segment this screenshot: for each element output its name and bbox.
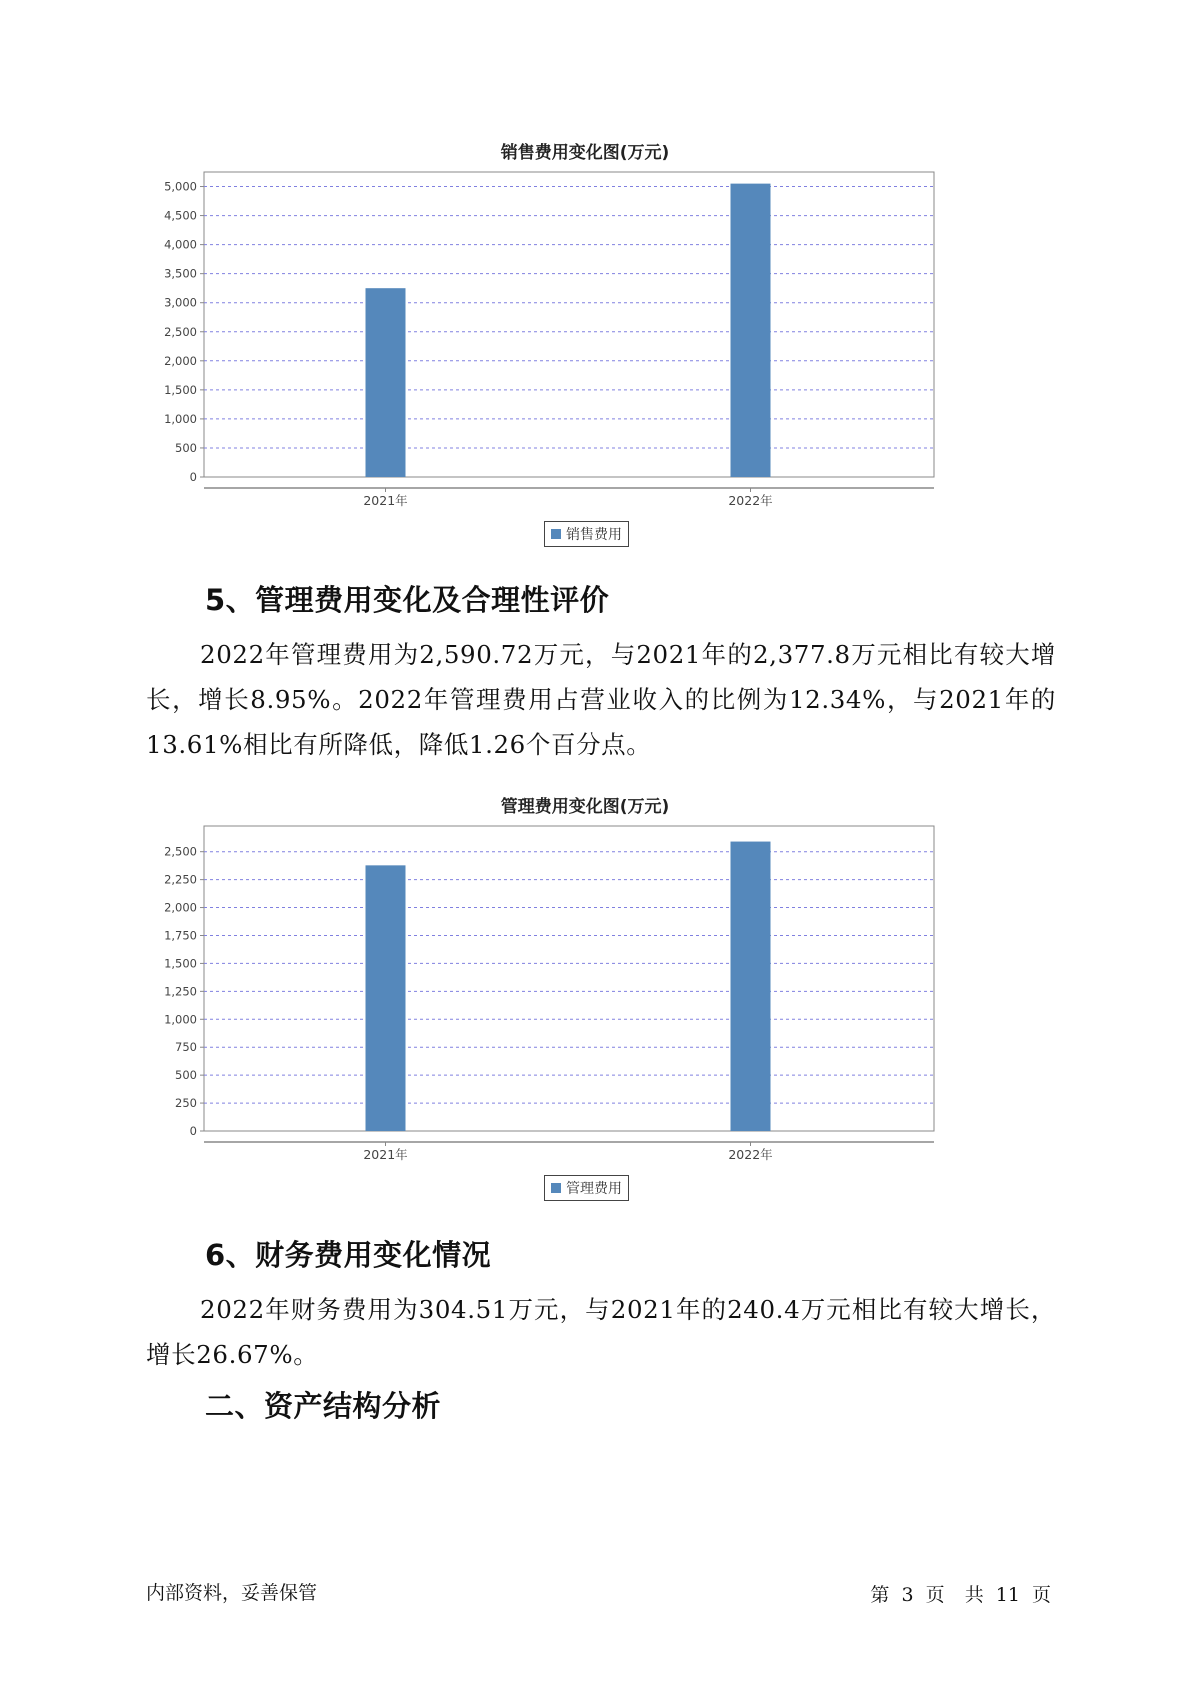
y-tick-label: 2,500	[164, 324, 197, 339]
footer-page-number	[870, 1580, 1051, 1607]
section-5-heading: 5、管理费用变化及合理性评价	[205, 583, 610, 617]
y-tick-label: 500	[175, 440, 197, 455]
admin-chart	[150, 792, 1020, 1212]
y-tick-label: 4,500	[164, 208, 197, 223]
legend-swatch	[551, 529, 561, 539]
y-tick-label: 1,000	[164, 1012, 197, 1027]
y-tick-label: 1,750	[164, 928, 197, 943]
y-tick-label: 3,000	[164, 295, 197, 310]
y-tick-label: 500	[175, 1068, 197, 1083]
legend-label: 管理费用	[566, 1181, 622, 1197]
part-2-heading: 二、资产结构分析	[205, 1389, 442, 1423]
x-tick-label: 2021年	[363, 493, 408, 508]
y-tick-label: 0	[189, 470, 197, 484]
bar	[366, 288, 406, 477]
legend-label: 销售费用	[566, 527, 622, 543]
admin-chart-plot	[150, 822, 1020, 1202]
y-tick-label: 1,000	[164, 411, 197, 426]
y-tick-label: 2,250	[164, 872, 197, 887]
y-tick-label: 1,250	[164, 984, 197, 999]
x-tick-label: 2022年	[728, 493, 773, 508]
page-number: 3	[901, 1584, 914, 1606]
y-tick-label: 2,000	[164, 353, 197, 368]
y-tick-label: 2,000	[164, 900, 197, 915]
section-6-paragraph: 2022年财务费用为304.51万元，与2021年的240.4万元相比有较大增长，增长26.67%。	[146, 1295, 1056, 1369]
x-tick-label: 2022年	[728, 1147, 773, 1162]
x-tick-label: 2021年	[363, 1147, 408, 1162]
page-label-suffix: 页	[925, 1584, 945, 1606]
sales-chart-legend	[544, 521, 629, 547]
admin-chart-title: 管理费用变化图(万元)	[500, 797, 670, 817]
page-label-prefix: 第	[870, 1584, 890, 1606]
bar	[731, 184, 771, 477]
y-tick-label: 2,500	[164, 844, 197, 859]
plot-frame	[204, 172, 934, 477]
y-tick-label: 250	[175, 1096, 197, 1111]
y-tick-label: 3,500	[164, 266, 197, 281]
y-tick-label: 1,500	[164, 956, 197, 971]
bar	[366, 865, 406, 1131]
sales-chart-title: 销售费用变化图(万元)	[500, 143, 670, 163]
sales-chart-plot	[150, 168, 1020, 548]
footer-confidential-note: 内部资料，妥善保管	[146, 1582, 318, 1604]
y-tick-label: 0	[189, 1124, 197, 1138]
section-5-paragraph: 2022年管理费用为2,590.72万元，与2021年的2,377.8万元相比有较大增长，增长8.95%。2022年管理费用占营业收入的比例为12.34%，与2021年的13.61%相比有所降低，降低1.26个百分点。	[146, 640, 1056, 759]
total-label-suffix: 页	[1031, 1584, 1051, 1606]
y-tick-label: 750	[175, 1040, 197, 1055]
total-pages: 11	[995, 1584, 1020, 1606]
y-tick-label: 1,500	[164, 382, 197, 397]
section-6-heading: 6、财务费用变化情况	[205, 1238, 492, 1272]
bar	[731, 842, 771, 1131]
legend-swatch	[551, 1183, 561, 1193]
sales-chart	[150, 138, 1020, 558]
y-tick-label: 4,000	[164, 237, 197, 252]
y-tick-label: 5,000	[164, 179, 197, 194]
plot-frame	[204, 826, 934, 1131]
admin-chart-legend	[544, 1175, 629, 1201]
total-label-prefix: 共	[964, 1584, 984, 1606]
